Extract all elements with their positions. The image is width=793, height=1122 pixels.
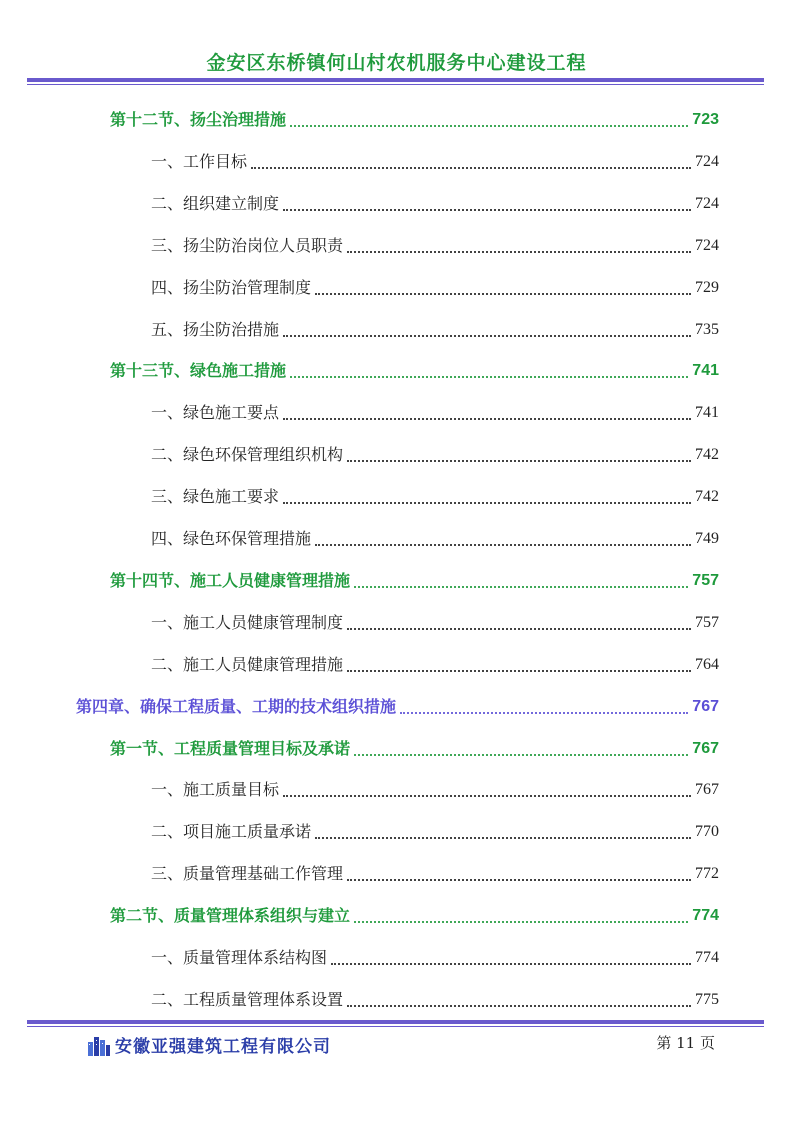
- toc-entry-item[interactable]: [151, 440, 719, 466]
- toc-entry-item[interactable]: [151, 482, 719, 508]
- dot-leader: [251, 166, 691, 169]
- toc-entry-page: 741: [695, 404, 719, 421]
- toc-entry-title: 三、扬尘防治岗位人员职责: [151, 236, 344, 255]
- dot-leader: [290, 375, 688, 378]
- dot-leader: [283, 417, 691, 420]
- document-title: 金安区东桥镇何山村农机服务中心建设工程: [206, 52, 587, 74]
- toc-entry-item[interactable]: [151, 985, 719, 1011]
- toc-entry-section[interactable]: [110, 901, 719, 927]
- toc-entry-title: 第四章、确保工程质量、工期的技术组织措施: [76, 697, 397, 716]
- toc-entry-item[interactable]: [151, 273, 719, 299]
- toc-entry-title: 三、绿色施工要求: [151, 487, 280, 506]
- dot-leader: [354, 753, 688, 756]
- toc-entry-title: 四、绿色环保管理措施: [151, 529, 312, 548]
- footer-rule-thick: [27, 1020, 764, 1024]
- header-rule-thick: [27, 78, 764, 82]
- toc-entry-title: 第二节、质量管理体系组织与建立: [110, 906, 351, 925]
- toc-entry-title: 二、项目施工质量承诺: [151, 822, 312, 841]
- toc-entry-title: 二、绿色环保管理组织机构: [151, 445, 344, 464]
- toc-entry-item[interactable]: [151, 147, 719, 173]
- page-number: 第 11 页: [656, 1034, 715, 1052]
- toc-entry-page: 772: [695, 865, 719, 882]
- dot-leader: [315, 292, 691, 295]
- toc-entry-item[interactable]: [151, 231, 719, 257]
- dot-leader: [347, 250, 691, 253]
- toc-entry-title: 一、绿色施工要点: [151, 403, 280, 422]
- toc-entry-page: 775: [695, 991, 719, 1008]
- dot-leader: [347, 459, 691, 462]
- toc-entry-page: 749: [695, 530, 719, 547]
- toc-entry-page: 770: [695, 823, 719, 840]
- dot-leader: [283, 334, 691, 337]
- toc-entry-item[interactable]: [151, 650, 719, 676]
- dot-leader: [283, 208, 691, 211]
- toc-entry-page: 767: [692, 740, 719, 757]
- toc-entry-section[interactable]: [110, 566, 719, 592]
- toc-entry-page: 729: [695, 279, 719, 296]
- toc-entry-title: 二、工程质量管理体系设置: [151, 990, 344, 1009]
- footer-company: [87, 1032, 331, 1057]
- toc-entry-item[interactable]: [151, 817, 719, 843]
- toc-entry-page: 724: [695, 195, 719, 212]
- toc-entry-title: 第十二节、扬尘治理措施: [110, 110, 287, 129]
- building-logo-icon: [87, 1034, 111, 1056]
- toc-entry-item[interactable]: [151, 859, 719, 885]
- toc-entry-title: 二、施工人员健康管理措施: [151, 655, 344, 674]
- dot-leader: [400, 711, 688, 714]
- toc-entry-page: 757: [695, 614, 719, 631]
- toc-entry-page: 735: [695, 321, 719, 338]
- footer-rule-thin: [27, 1026, 764, 1027]
- toc-entry-page: 723: [692, 111, 719, 128]
- dot-leader: [283, 501, 691, 504]
- toc-entry-page: 757: [692, 572, 719, 589]
- toc-entry-item[interactable]: [151, 943, 719, 969]
- toc-entry-item[interactable]: [151, 398, 719, 424]
- toc-entry-section[interactable]: [110, 356, 719, 382]
- toc-entry-title: 一、质量管理体系结构图: [151, 948, 328, 967]
- toc-entry-title: 第十四节、施工人员健康管理措施: [110, 571, 351, 590]
- toc-entry-page: 764: [695, 656, 719, 673]
- toc-entry-title: 二、组织建立制度: [151, 194, 280, 213]
- toc-entry-section[interactable]: [110, 734, 719, 760]
- dot-leader: [347, 878, 691, 881]
- toc-entry-title: 第十三节、绿色施工措施: [110, 361, 287, 380]
- toc-entry-chapter[interactable]: [76, 692, 719, 718]
- toc-entry-page: 724: [695, 237, 719, 254]
- toc-entry-item[interactable]: [151, 524, 719, 550]
- toc-entry-page: 742: [695, 446, 719, 463]
- toc-entry-title: 一、工作目标: [151, 152, 248, 171]
- toc-entry-item[interactable]: [151, 608, 719, 634]
- dot-leader: [331, 962, 691, 965]
- toc-entry-page: 774: [692, 907, 719, 924]
- toc-entry-section[interactable]: [110, 105, 719, 131]
- dot-leader: [347, 1004, 691, 1007]
- dot-leader: [347, 627, 691, 630]
- dot-leader: [315, 836, 691, 839]
- toc-entry-page: 767: [695, 781, 719, 798]
- toc-entry-page: 724: [695, 153, 719, 170]
- dot-leader: [315, 543, 691, 546]
- toc-entry-item[interactable]: [151, 315, 719, 341]
- toc-entry-title: 四、扬尘防治管理制度: [151, 278, 312, 297]
- dot-leader: [354, 585, 688, 588]
- toc-entry-title: 第一节、工程质量管理目标及承诺: [110, 739, 351, 758]
- header-rule-thin: [27, 84, 764, 85]
- toc-entry-item[interactable]: [151, 189, 719, 215]
- dot-leader: [347, 669, 691, 672]
- toc-entry-title: 五、扬尘防治措施: [151, 320, 280, 339]
- company-name: 安徽亚强建筑工程有限公司: [115, 1037, 331, 1057]
- dot-leader: [283, 794, 691, 797]
- toc-entry-title: 三、质量管理基础工作管理: [151, 864, 344, 883]
- dot-leader: [290, 124, 688, 127]
- toc-entry-title: 一、施工人员健康管理制度: [151, 613, 344, 632]
- toc-entry-page: 742: [695, 488, 719, 505]
- dot-leader: [354, 920, 688, 923]
- toc-entry-page: 741: [692, 362, 719, 379]
- toc-entry-item[interactable]: [151, 775, 719, 801]
- toc-entry-title: 一、施工质量目标: [151, 780, 280, 799]
- toc-entry-page: 774: [695, 949, 719, 966]
- toc-entry-page: 767: [692, 698, 719, 715]
